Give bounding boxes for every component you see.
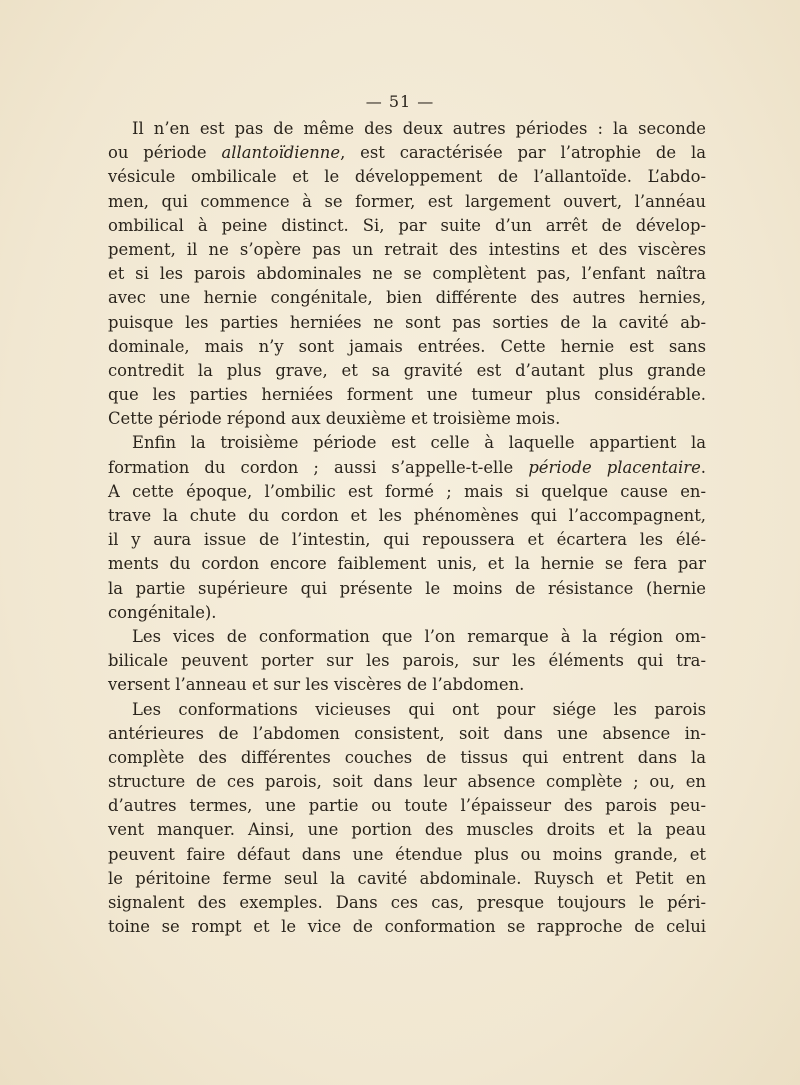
- text-line: Cette période répond aux deuxième et troisième mois.: [108, 409, 561, 429]
- text-line: pement, il ne s’opère pas un retrait des intestins et des viscères: [108, 239, 706, 259]
- text-line: contredit la plus grave, et sa gravité est d’autant plus grande: [108, 360, 706, 380]
- text-line: Les vices de conformation que l’on remarque à la région om-: [132, 626, 706, 646]
- text-line: versent l’anneau et sur les viscères de l’abdomen.: [108, 675, 525, 695]
- text-line: signalent des exemples. Dans ces cas, presque toujours le péri-: [108, 893, 706, 912]
- text-line: [108, 141, 706, 165]
- text-line: il y aura issue de l’intestin, qui repoussera et écartera les élé-: [108, 530, 706, 550]
- text-line: ments du cordon encore faiblement unis, et la hernie se fera par: [108, 554, 706, 574]
- body-text: [108, 117, 706, 939]
- text-line: dominale, mais n’y sont jamais entrées. Cette hernie est sans: [108, 336, 706, 356]
- text-line: que les parties herniées forment une tumeur plus considérable.: [108, 385, 706, 405]
- text-segment: .: [700, 457, 707, 477]
- text-line: avec une hernie congénitale, bien différente des autres hernies,: [108, 288, 706, 308]
- text-line: et si les parois abdominales ne se complètent pas, l’enfant naîtra: [108, 264, 706, 284]
- text-segment: , est caractérisée par l’atrophie de la: [340, 143, 706, 163]
- text-line: puisque les parties herniées ne sont pas sorties de la cavité ab-: [108, 312, 706, 332]
- text-line: vésicule ombilicale et le développement de l’allantoïde. L’abdo-: [108, 167, 706, 187]
- text-line: Il n’en est pas de même des deux autres périodes : la seconde: [132, 119, 706, 138]
- text-line: structure de ces parois, soit dans leur absence complète ; ou, en: [108, 772, 706, 792]
- text-line: toine se rompt et le vice de conformation se rapproche de celui: [108, 917, 706, 937]
- text-line: men, qui commence à se former, est largement ouvert, l’annéau: [108, 191, 706, 211]
- text-line: peuvent faire défaut dans une étendue plus ou moins grande, et: [108, 844, 706, 864]
- text-line: trave la chute du cordon et les phénomènes qui l’accompagnent,: [108, 506, 706, 525]
- text-line: ombilical à peine distinct. Si, par suite d’un arrêt de dévelop-: [108, 215, 706, 235]
- text-line: bilicale peuvent porter sur les parois, sur les éléments qui tra-: [108, 651, 706, 671]
- text-line: A cette époque, l’ombilic est formé ; mais si quelque cause en-: [108, 481, 706, 501]
- text-line: vent manquer. Ainsi, une portion des muscles droits et la peau: [108, 820, 706, 840]
- text-line: Enfin la troisième période est celle à laquelle appartient la: [132, 433, 706, 453]
- text-line: congénitale).: [108, 602, 217, 622]
- italic-term: allantoïdienne: [221, 143, 341, 163]
- text-line: Les conformations vicieuses qui ont pour siége les parois: [132, 699, 706, 719]
- page-number: — 51 —: [365, 92, 435, 111]
- text-line: antérieures de l’abdomen consistent, soit dans une absence in-: [108, 723, 706, 743]
- text-line: complète des différentes couches de tissus qui entrent dans la: [108, 747, 706, 767]
- text-line: [108, 456, 706, 480]
- text-line: la partie supérieure qui présente le moins de résistance (hernie: [108, 578, 706, 598]
- text-segment: ou période: [108, 143, 222, 163]
- text-segment: formation du cordon ; aussi s’appelle-t-elle: [108, 457, 529, 477]
- text-line: d’autres termes, une partie ou toute l’épaisseur des parois peu-: [108, 796, 706, 816]
- italic-term: période placentaire: [528, 457, 701, 477]
- text-line: le péritoine ferme seul la cavité abdominale. Ruysch et Petit en: [108, 868, 706, 888]
